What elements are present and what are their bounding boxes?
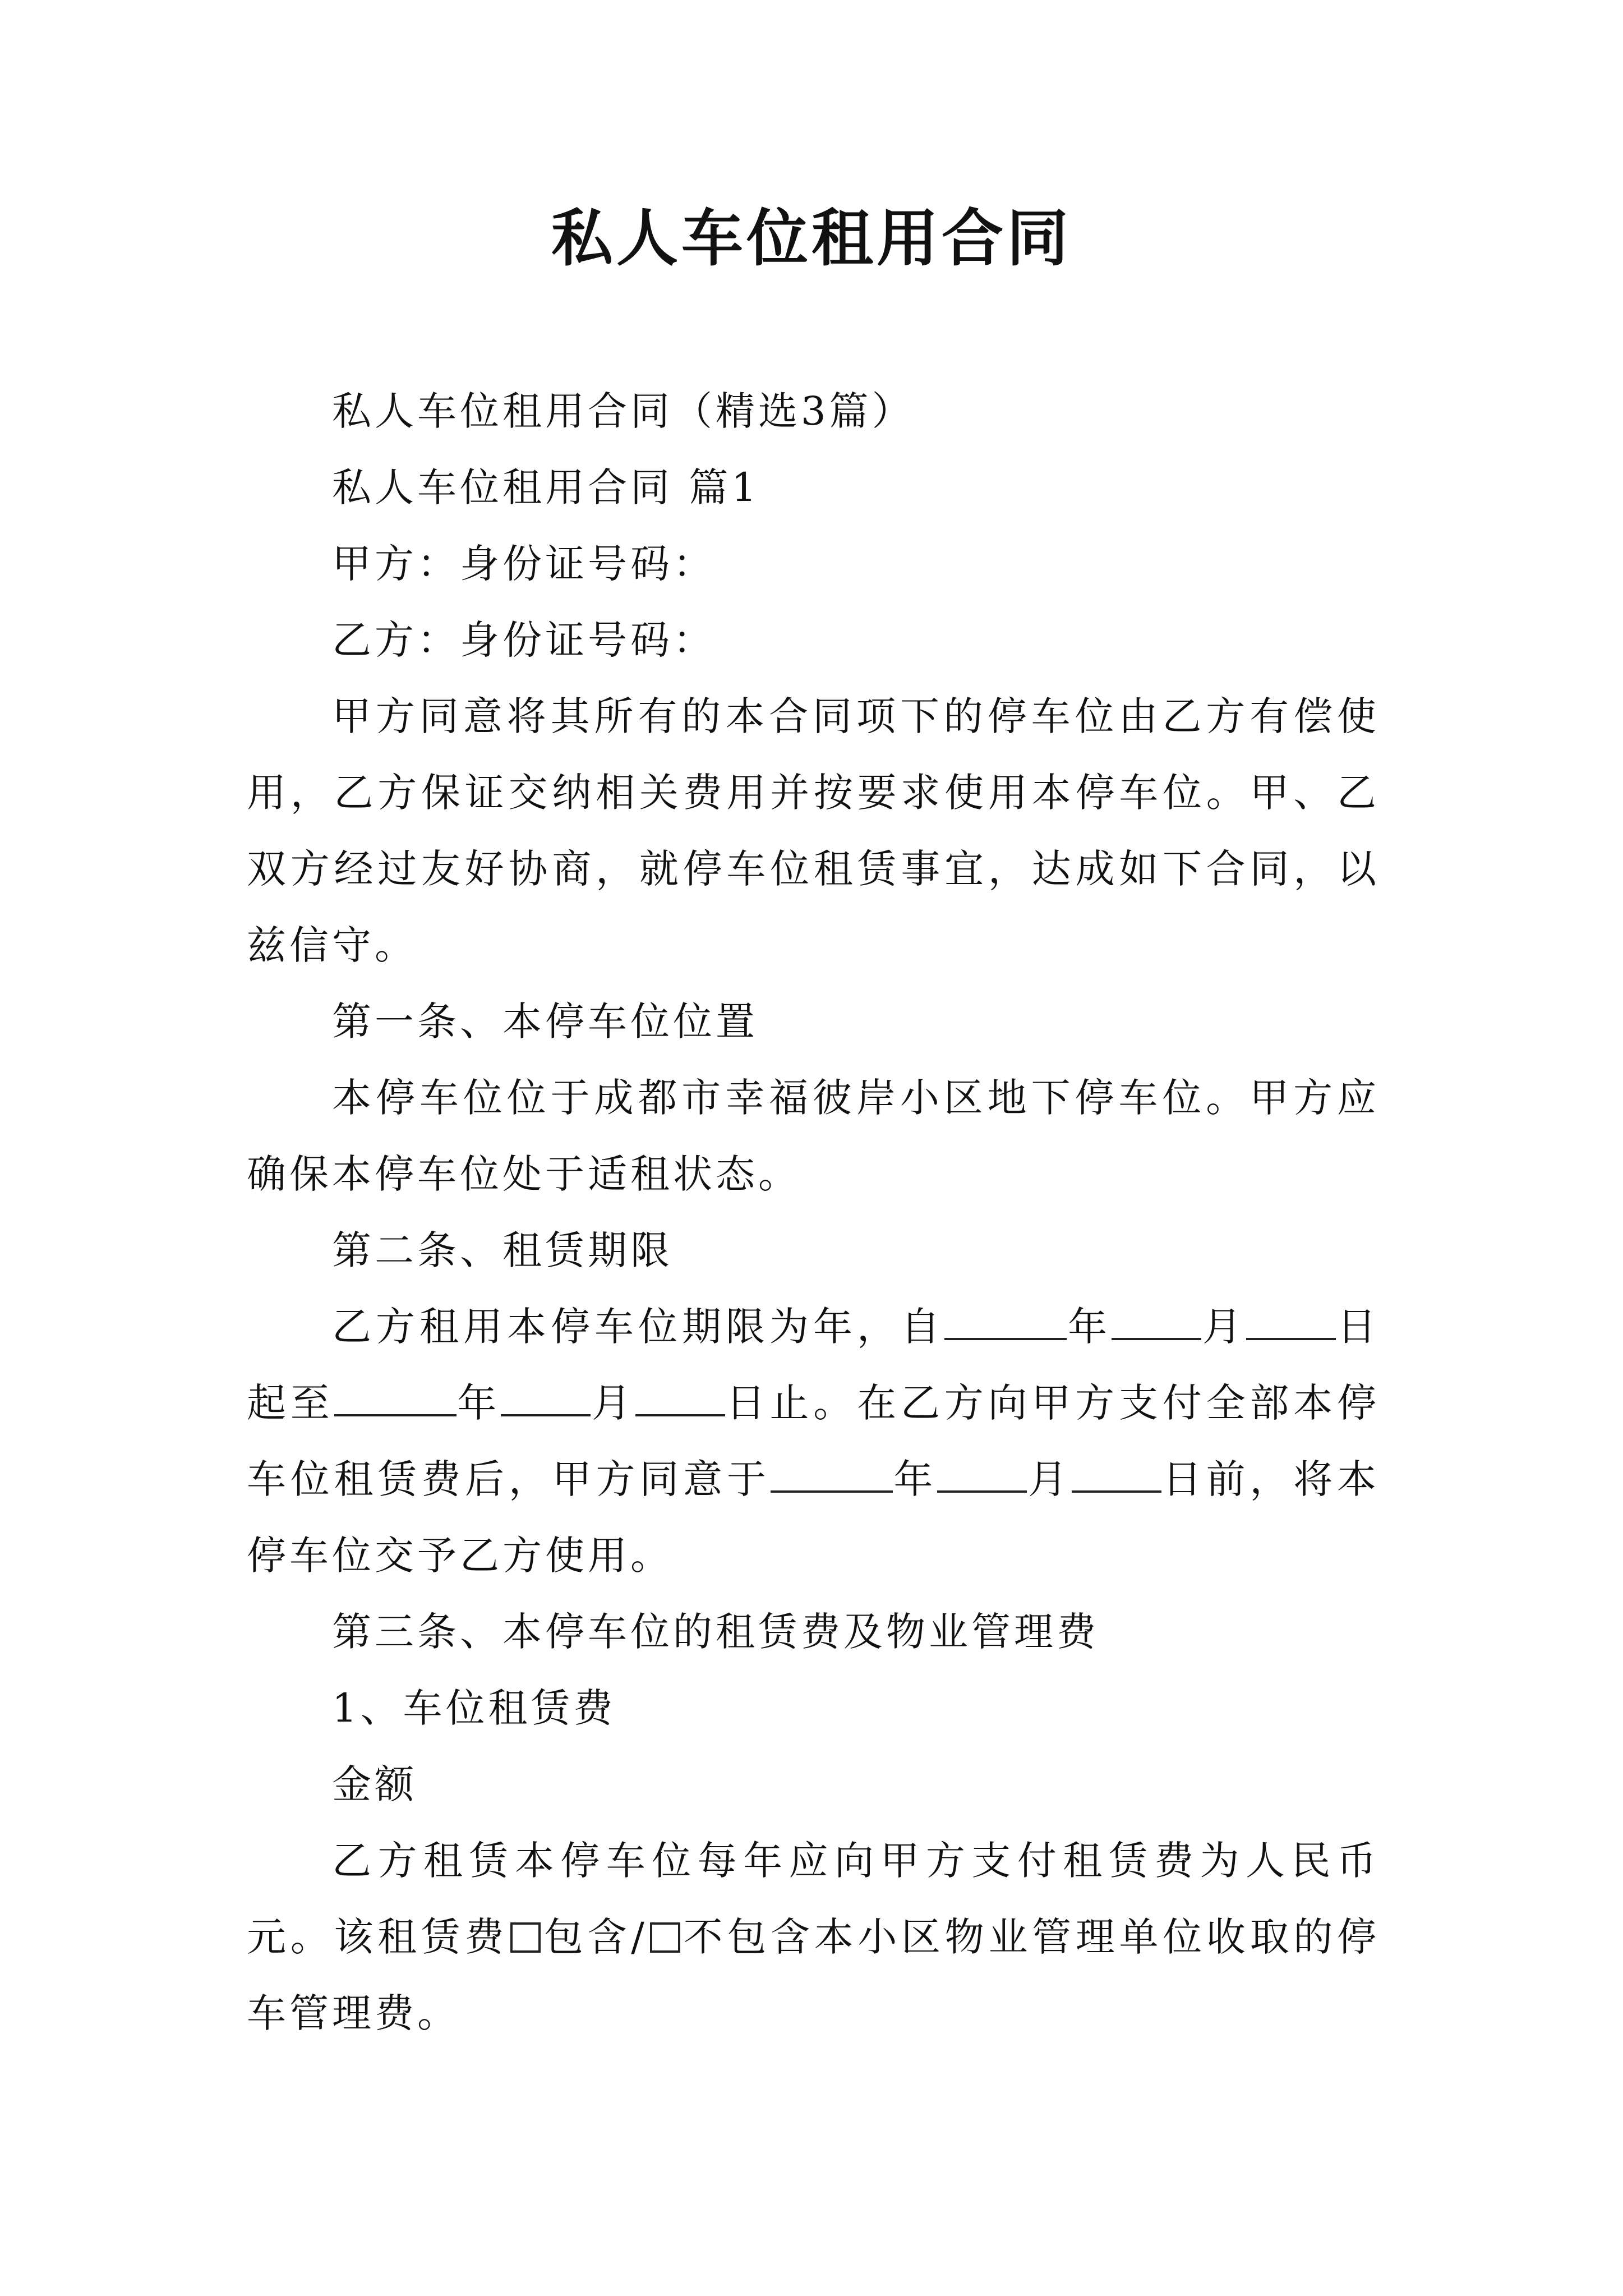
party-b-line: 乙方：身份证号码： [332, 617, 716, 663]
item-1-title: 1、车位租赁费 [332, 1685, 616, 1731]
exclude-checkbox[interactable] [650, 1922, 680, 1953]
blank-year-field[interactable] [944, 1304, 1067, 1340]
article-2-text-part: 日止。在乙方向甲方支付全部本停车位租赁费后，甲方同意于 [247, 1380, 1380, 1502]
fee-text-part: 乙方租赁本停车位每年应向甲方支付租赁费为人民币元。该租赁费 [247, 1838, 1380, 1960]
fee-text-part: 不包含本小区物业管理单位收取的停车管理费。 [247, 1914, 1380, 2036]
blank-day-field[interactable] [1072, 1457, 1161, 1493]
blank-month-field[interactable] [937, 1457, 1027, 1493]
fee-paragraph [247, 1823, 1380, 2051]
article-2-title: 第二条、租赁期限 [332, 1227, 673, 1273]
blank-month-field[interactable] [501, 1381, 591, 1416]
part-heading: 私人车位租用合同 篇1 [332, 464, 760, 510]
year-label: 年 [456, 1380, 501, 1426]
party-a-line: 甲方：身份证号码： [332, 541, 716, 587]
include-label: 包含/ [543, 1914, 648, 1960]
blank-year-field[interactable] [771, 1457, 893, 1493]
article-1-text: 本停车位位于成都市幸福彼岸小区地下停车位。甲方应确保本停车位处于适租状态。 [247, 1075, 1380, 1197]
amount-label: 金额 [332, 1761, 417, 1807]
subtitle: 私人车位租用合同（精选3篇） [332, 388, 915, 434]
article-2-text-part: 日起至 [247, 1304, 1380, 1426]
month-label: 月 [1027, 1456, 1072, 1502]
intro-paragraph: 甲方同意将其所有的本合同项下的停车位由乙方有偿使用，乙方保证交纳相关费用并按要求使用本停车位。甲、乙双方经过友好协商，就停车位租赁事宜，达成如下合同，以兹信守。 [247, 693, 1380, 968]
document-body [247, 373, 1380, 2051]
article-3-title: 第三条、本停车位的租赁费及物业管理费 [332, 1609, 1099, 1655]
year-label: 年 [1067, 1304, 1112, 1350]
article-2-text-part: 日前，将本停车位交予乙方使用。 [247, 1456, 1380, 1579]
article-2-text-part: 乙方租用本停车位期限为年，自 [332, 1304, 944, 1350]
year-label: 年 [892, 1456, 938, 1502]
include-checkbox[interactable] [510, 1922, 541, 1953]
blank-month-field[interactable] [1112, 1304, 1201, 1340]
blank-day-field[interactable] [635, 1381, 725, 1416]
document-title: 私人车位租用合同 [551, 202, 1072, 274]
blank-year-field[interactable] [334, 1381, 457, 1416]
blank-day-field[interactable] [1246, 1304, 1336, 1340]
article-1-title: 第一条、本停车位位置 [332, 999, 758, 1045]
article-2-text [247, 1289, 1380, 1594]
month-label: 月 [1201, 1304, 1246, 1350]
month-label: 月 [591, 1380, 635, 1426]
